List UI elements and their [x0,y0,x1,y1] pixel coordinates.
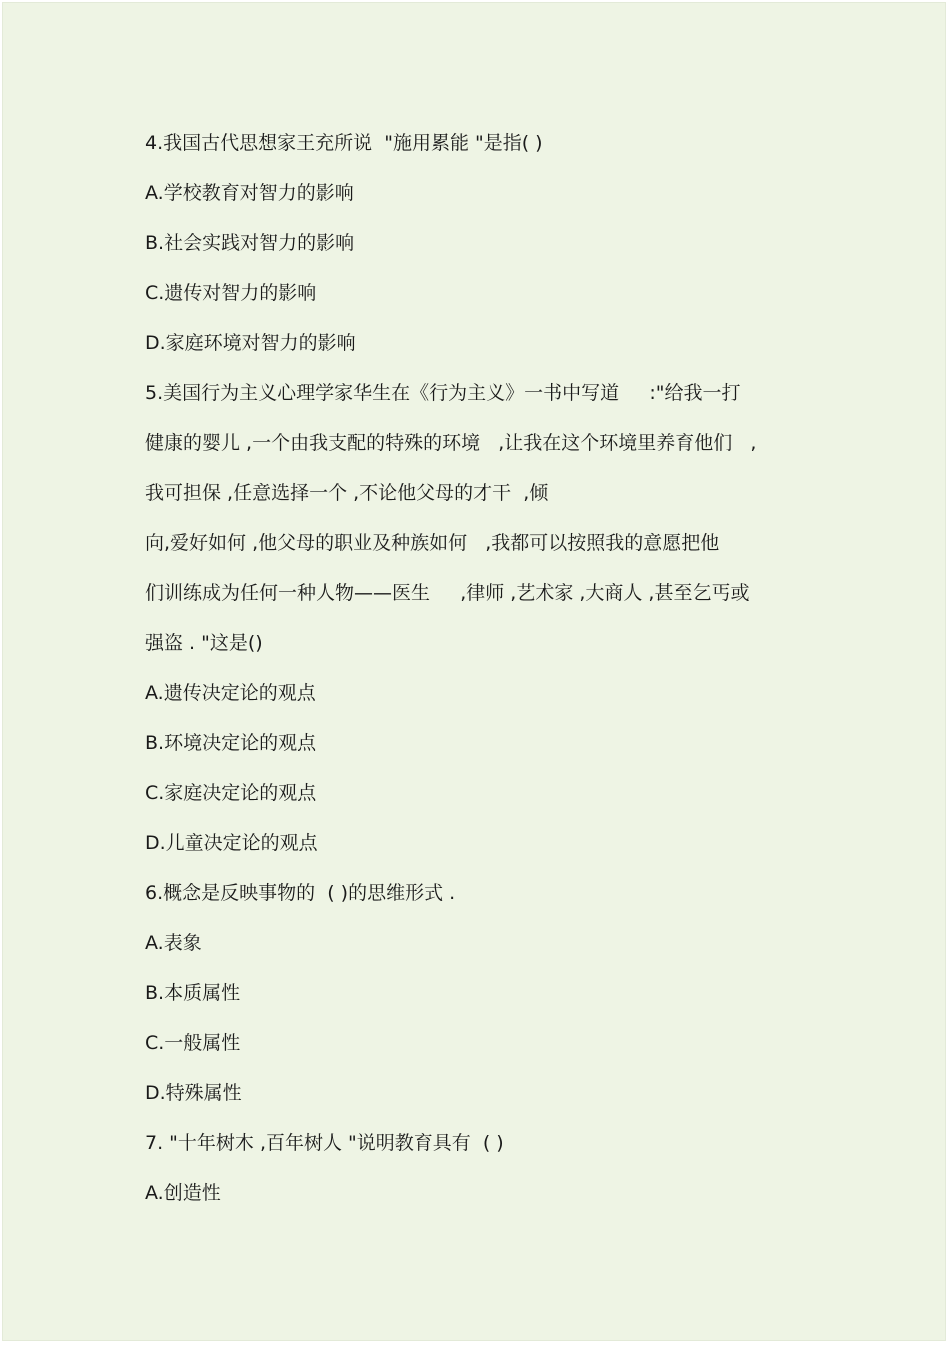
question-6-option-a: A.表象 [145,932,202,954]
question-4-stem: 4.我国古代思想家王充所说 "施用累能 "是指( ) [145,132,543,154]
question-5-stem-line-5: 们训练成为任何一种人物——医生 ,律师 ,艺术家 ,大商人 ,甚至乞丐或 [145,582,750,604]
question-5-stem-line-6: 强盗 . "这是() [145,632,263,654]
question-4-option-d: D.家庭环境对智力的影响 [145,332,356,354]
question-4-option-b: B.社会实践对智力的影响 [145,232,355,254]
question-5-stem-line-3: 我可担保 ,任意选择一个 ,不论他父母的才干 ,倾 [145,482,549,504]
question-4-option-c: C.遗传对智力的影响 [145,282,317,304]
question-6-option-c: C.一般属性 [145,1032,241,1054]
question-6-option-d: D.特殊属性 [145,1082,242,1104]
question-4-option-a: A.学校教育对智力的影响 [145,182,354,204]
question-6-stem: 6.概念是反映事物的 ( )的思维形式 . [145,882,456,904]
document-page [2,2,946,1341]
document-text [145,127,845,1227]
question-6-option-b: B.本质属性 [145,982,241,1004]
question-5-option-c: C.家庭决定论的观点 [145,782,317,804]
question-5-stem-line-2: 健康的婴儿 ,一个由我支配的特殊的环境 ,让我在这个环境里养育他们 , [145,432,757,454]
question-7-option-a: A.创造性 [145,1182,221,1204]
question-5-option-a: A.遗传决定论的观点 [145,682,316,704]
question-5-stem-line-1: 5.美国行为主义心理学家华生在《行为主义》一书中写道 :"给我一打 [145,382,741,404]
question-5-option-b: B.环境决定论的观点 [145,732,317,754]
question-5-stem-line-4: 向,爱好如何 ,他父母的职业及种族如何 ,我都可以按照我的意愿把他 [145,532,720,554]
question-5-option-d: D.儿童决定论的观点 [145,832,318,854]
question-7-stem: 7. "十年树木 ,百年树人 "说明教育具有 ( ) [145,1132,504,1154]
